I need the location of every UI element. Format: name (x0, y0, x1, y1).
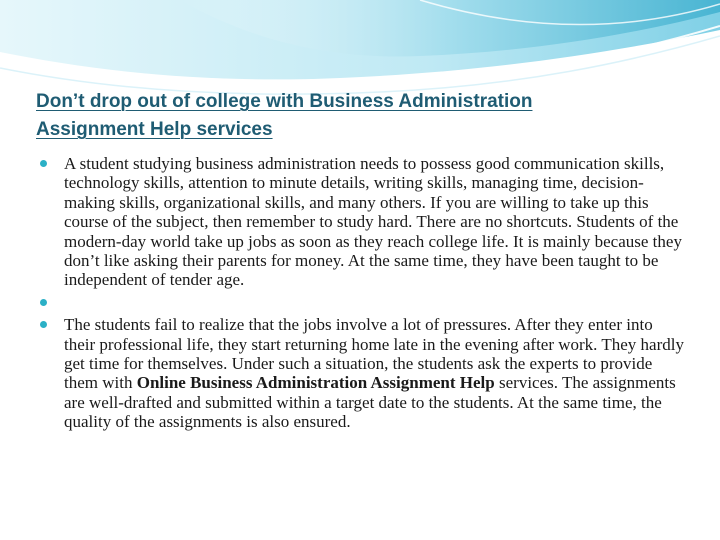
bullet-list (38, 154, 688, 432)
bullet-item (38, 315, 688, 431)
bullet-text-after: services. The assignments are well-drafted and submitted within a target date to the students. At the same time, the quality of the assignments is also ensured. (64, 373, 676, 432)
slide-title-line-1: Don’t drop out of college with Business Administration (36, 91, 533, 112)
bullet-dot-icon (40, 321, 47, 328)
bullet-item (38, 154, 688, 290)
bullet-dot-icon (40, 299, 47, 306)
bullet-text: A student studying business administration needs to possess good communication skills, technology skills, attention to minute details, writing skills, managing time, decision-making skills, organizational skills, and many others. If you are willing to take up this course of the subject, then remember to study hard. There are no shortcuts. Students of the modern-day world take up jobs as soon as they reach college life. It is mainly because they don’t like asking their parents for money. At the same time, they have been taught to be independent of tender age. (64, 154, 682, 290)
bullet-item-empty (38, 293, 688, 312)
bullet-text-before: The students fail to realize that the jobs involve a lot of pressures. After they enter into their professional life, they start returning home late in the evening after work. They hardly get time for themselves. Under such a situation, the students ask the experts to provide them with (64, 315, 684, 393)
slide-title-line-2: Assignment Help services (36, 119, 273, 140)
header-wave-decoration (0, 0, 720, 100)
bullet-highlight-text: Online Business Administration Assignment Help (136, 373, 495, 393)
bullet-dot-icon (40, 160, 47, 167)
slide-title (36, 88, 676, 144)
